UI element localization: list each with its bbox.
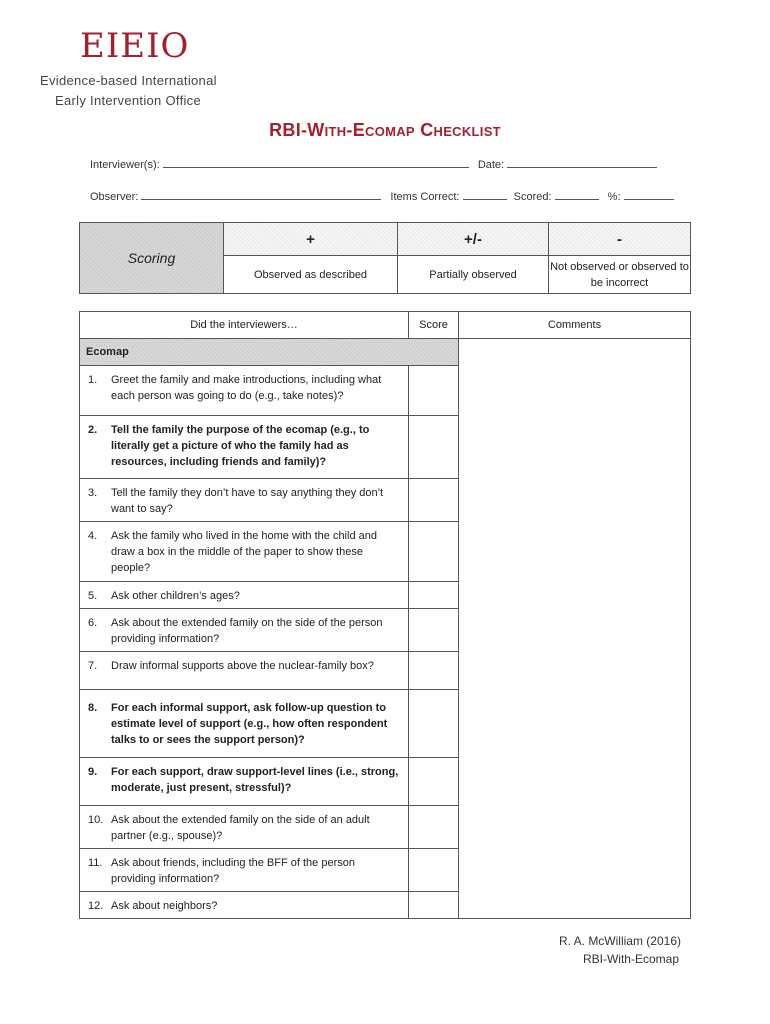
comments-area[interactable] bbox=[459, 339, 691, 919]
item-text: Ask about neighbors? bbox=[111, 900, 218, 912]
scoring-symbol-minus: - bbox=[549, 223, 691, 256]
scoring-desc-plus: Observed as described bbox=[224, 256, 398, 294]
header-score: Score bbox=[409, 312, 459, 339]
header-item: Did the interviewers… bbox=[80, 312, 409, 339]
logo-title: EIEIO bbox=[80, 26, 190, 66]
scored-field[interactable] bbox=[555, 190, 599, 200]
footer-doc-name: RBI-With-Ecomap bbox=[582, 952, 679, 966]
score-cell[interactable] bbox=[409, 522, 459, 582]
scoring-symbol-partial: +/- bbox=[398, 223, 549, 256]
section-ecomap: Ecomap bbox=[80, 339, 459, 366]
checklist-table bbox=[79, 311, 691, 919]
date-field[interactable] bbox=[507, 158, 657, 168]
observer-score-row bbox=[90, 190, 674, 203]
item-text: For each support, draw support-level lines (i.e., strong, moderate, just present, stressful)? bbox=[111, 766, 399, 794]
percent-field[interactable] bbox=[624, 190, 674, 200]
scoring-desc-minus: Not observed or observed to be incorrect bbox=[549, 256, 691, 294]
score-cell[interactable] bbox=[409, 582, 459, 609]
date-label: Date: bbox=[477, 159, 505, 171]
interviewers-date-row bbox=[90, 158, 657, 171]
observer-label: Observer: bbox=[90, 191, 139, 203]
item-number: 3. bbox=[88, 487, 98, 499]
items-correct-field[interactable] bbox=[463, 190, 507, 200]
item-text: Ask the family who lived in the home with the child and draw a box in the middle of the paper to show these people? bbox=[111, 530, 377, 574]
percent-label: %: bbox=[607, 191, 621, 203]
interviewers-field[interactable] bbox=[163, 158, 469, 168]
item-text: Ask other children’s ages? bbox=[111, 590, 240, 602]
score-cell[interactable] bbox=[409, 366, 459, 416]
score-cell[interactable] bbox=[409, 806, 459, 849]
score-cell[interactable] bbox=[409, 609, 459, 652]
item-text: For each informal support, ask follow-up question to estimate level of support (e.g., how often respondent talks to or sees the support person)? bbox=[111, 702, 388, 746]
score-cell[interactable] bbox=[409, 690, 459, 758]
score-cell[interactable] bbox=[409, 849, 459, 892]
item-text: Ask about the extended family on the side of an adult partner (e.g., spouse)? bbox=[111, 814, 370, 842]
item-number: 1. bbox=[88, 374, 98, 386]
item-text: Greet the family and make introductions, including what each person was going to do (e.g., take notes)? bbox=[111, 374, 382, 402]
score-cell[interactable] bbox=[409, 416, 459, 479]
item-text: Ask about the extended family on the side of the person providing information? bbox=[111, 617, 383, 645]
interviewers-label: Interviewer(s): bbox=[90, 159, 160, 171]
observer-field[interactable] bbox=[141, 190, 381, 200]
item-number: 4. bbox=[88, 530, 98, 542]
items-correct-label: Items Correct: bbox=[390, 191, 460, 203]
scored-label: Scored: bbox=[513, 191, 552, 203]
footer-author: R. A. McWilliam (2016) bbox=[558, 934, 681, 948]
score-cell[interactable] bbox=[409, 758, 459, 806]
score-cell[interactable] bbox=[409, 892, 459, 919]
logo-subtitle-line1: Evidence-based International bbox=[40, 73, 217, 88]
item-number: 2. bbox=[88, 424, 98, 436]
item-number: 6. bbox=[88, 617, 98, 629]
item-text: Tell the family the purpose of the ecomap (e.g., to literally get a picture of who the family had as resources, including friends and family)? bbox=[111, 424, 370, 468]
item-text: Tell the family they don’t have to say anything they don’t want to say? bbox=[111, 487, 384, 515]
scoring-key-table bbox=[79, 222, 691, 294]
item-number: 10. bbox=[88, 814, 104, 826]
item-number: 12. bbox=[88, 900, 104, 912]
item-number: 11. bbox=[88, 857, 103, 869]
scoring-label: Scoring bbox=[80, 223, 224, 294]
score-cell[interactable] bbox=[409, 479, 459, 522]
item-text: Draw informal supports above the nuclear-family box? bbox=[111, 660, 374, 672]
item-number: 8. bbox=[88, 702, 98, 714]
item-number: 7. bbox=[88, 660, 98, 672]
header-comments: Comments bbox=[459, 312, 691, 339]
item-number: 9. bbox=[88, 766, 98, 778]
item-text: Ask about friends, including the BFF of the person providing information? bbox=[111, 857, 355, 885]
logo-subtitle-line2: Early Intervention Office bbox=[55, 93, 201, 108]
scoring-desc-partial: Partially observed bbox=[398, 256, 549, 294]
item-number: 5. bbox=[88, 590, 98, 602]
score-cell[interactable] bbox=[409, 652, 459, 690]
document-title: RBI-With-Ecomap Checklist bbox=[269, 120, 501, 140]
scoring-symbol-plus: + bbox=[224, 223, 398, 256]
